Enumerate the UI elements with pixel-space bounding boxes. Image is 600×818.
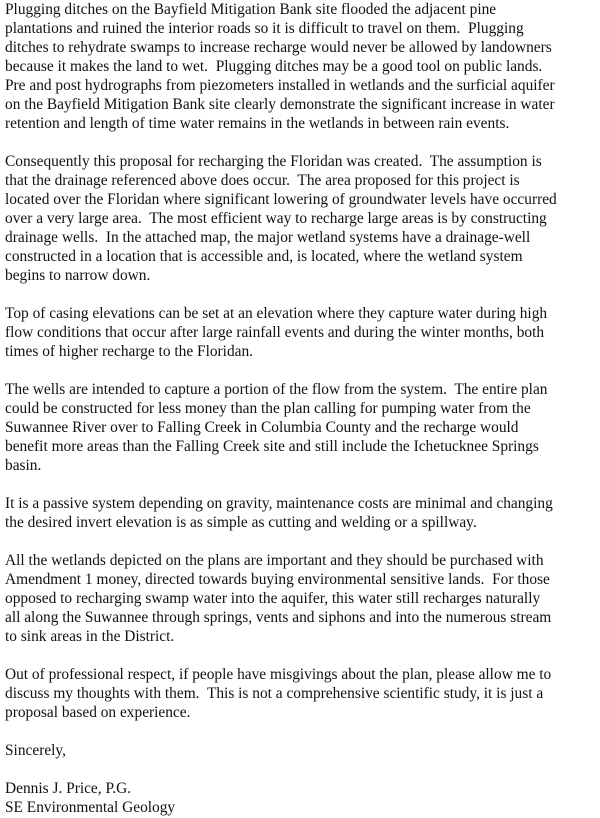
- text-line: constructed in a location that is accessible and, is located, where the wetland system: [5, 248, 523, 265]
- paragraph-casing-elevations: [5, 304, 597, 361]
- text-line: Pre and post hydrographs from piezometers installed in wetlands and the surficial aquifer: [5, 77, 555, 94]
- text-line: Consequently this proposal for recharging the Floridan was created. The assumption is: [5, 153, 542, 170]
- signature-name: Dennis J. Price, P.G.: [5, 780, 132, 797]
- text-line: Plugging ditches on the Bayfield Mitigation Bank site flooded the adjacent pine: [5, 1, 497, 18]
- paragraph-wetlands-purchase: [5, 551, 597, 646]
- text-line: times of higher recharge to the Floridan.: [5, 343, 254, 360]
- text-line: Out of professional respect, if people have misgivings about the plan, please allow me to: [5, 666, 552, 683]
- text-line: discuss my thoughts with them. This is not a comprehensive scientific study, it is just a: [5, 685, 544, 702]
- text-line: drainage wells. In the attached map, the major wetland systems have a drainage-well: [5, 229, 531, 246]
- text-line: All the wetlands depicted on the plans are important and they should be purchased with: [5, 552, 544, 569]
- text-line: Suwannee River over to Falling Creek in Columbia County and the recharge would: [5, 419, 519, 436]
- text-line: that the drainage referenced above does occur. The area proposed for this project is: [5, 172, 520, 189]
- text-line: Top of casing elevations can be set at an elevation where they capture water during high: [5, 305, 548, 322]
- letter-page: [5, 0, 597, 817]
- text-line: It is a passive system depending on gravity, maintenance costs are minimal and changing: [5, 495, 553, 512]
- text-line: located over the Floridan where significant lowering of groundwater levels have occurred: [5, 191, 557, 208]
- text-line: over a very large area. The most efficient way to recharge large areas is by constructing: [5, 210, 547, 227]
- text-line: plantations and ruined the interior roads so it is difficult to travel on them. Plugging: [5, 20, 524, 37]
- text-line: begins to narrow down.: [5, 267, 151, 284]
- text-line: The wells are intended to capture a portion of the flow from the system. The entire plan: [5, 381, 548, 398]
- text-line: basin.: [5, 457, 42, 474]
- text-line: benefit more areas than the Falling Creek site and still include the Ichetucknee Springs: [5, 438, 539, 455]
- text-line: Amendment 1 money, directed towards buying environmental sensitive lands. For those: [5, 571, 550, 588]
- text-line: all along the Suwannee through springs, vents and siphons and into the numerous stream: [5, 609, 552, 626]
- text-line: to sink areas in the District.: [5, 628, 175, 645]
- text-line: flow conditions that occur after large rainfall events and during the winter months, both: [5, 324, 545, 341]
- paragraph-proposal: [5, 152, 597, 285]
- text-line: could be constructed for less money than the plan calling for pumping water from the: [5, 400, 531, 417]
- paragraph-passive-system: [5, 494, 597, 532]
- signature-block: [5, 779, 597, 817]
- text-line: ditches to rehydrate swamps to increase recharge would never be allowed by landowners: [5, 39, 552, 56]
- text-line: proposal based on experience.: [5, 704, 191, 721]
- text-line: on the Bayfield Mitigation Bank site clearly demonstrate the significant increase in water: [5, 96, 555, 113]
- paragraph-professional-respect: [5, 665, 597, 722]
- text-line: retention and length of time water remains in the wetlands in between rain events.: [5, 115, 510, 132]
- closing-block: [5, 741, 597, 760]
- text-line: opposed to recharging swamp water into the aquifer, this water still recharges naturally: [5, 590, 541, 607]
- text-line: because it makes the land to wet. Plugging ditches may be a good tool on public lands.: [5, 58, 543, 75]
- paragraph-wells-cost: [5, 380, 597, 475]
- text-line: the desired invert elevation is as simple as cutting and welding or a spillway.: [5, 514, 477, 531]
- signature-organization: SE Environmental Geology: [5, 799, 176, 816]
- closing-salutation: Sincerely,: [5, 742, 66, 759]
- paragraph-bayfield-ditches: [5, 0, 597, 133]
